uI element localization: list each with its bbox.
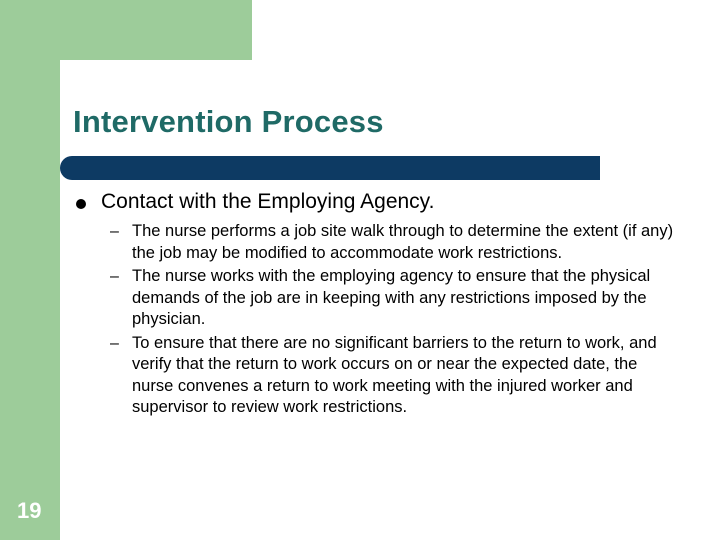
sub-bullet-item [110,266,680,331]
dash-icon: – [110,334,119,352]
sub-bullet-text: The nurse performs a job site walk through to determine the extent (if any) the job may be modified to accommodate work restrictions. [132,222,674,262]
dash-icon: – [110,223,119,240]
sub-bullet-text: To ensure that there are no significant barriers to the return to work, and verify that the return to work occurs on or near the expected date, the nurse convenes a return to work meeting with the injured worker and supervisor to review work restrictions. [132,333,657,416]
dash-icon: – [110,268,119,285]
green-top-band [0,0,252,60]
sub-bullet-item [110,221,680,264]
page-number: 19 [17,498,42,523]
sub-bullet-list [110,221,680,421]
sub-bullet-item [110,333,680,419]
main-bullet-text: Contact with the Employing Agency. [101,190,435,213]
sub-bullet-text: The nurse works with the employing agency to ensure that the physical demands of the job are in keeping with any restrictions imposed by the physician. [132,267,651,328]
title-underline-bar [60,156,600,180]
slide-title: Intervention Process [73,104,384,139]
bullet-dot-icon [76,199,86,209]
green-sidebar-band [0,0,60,540]
